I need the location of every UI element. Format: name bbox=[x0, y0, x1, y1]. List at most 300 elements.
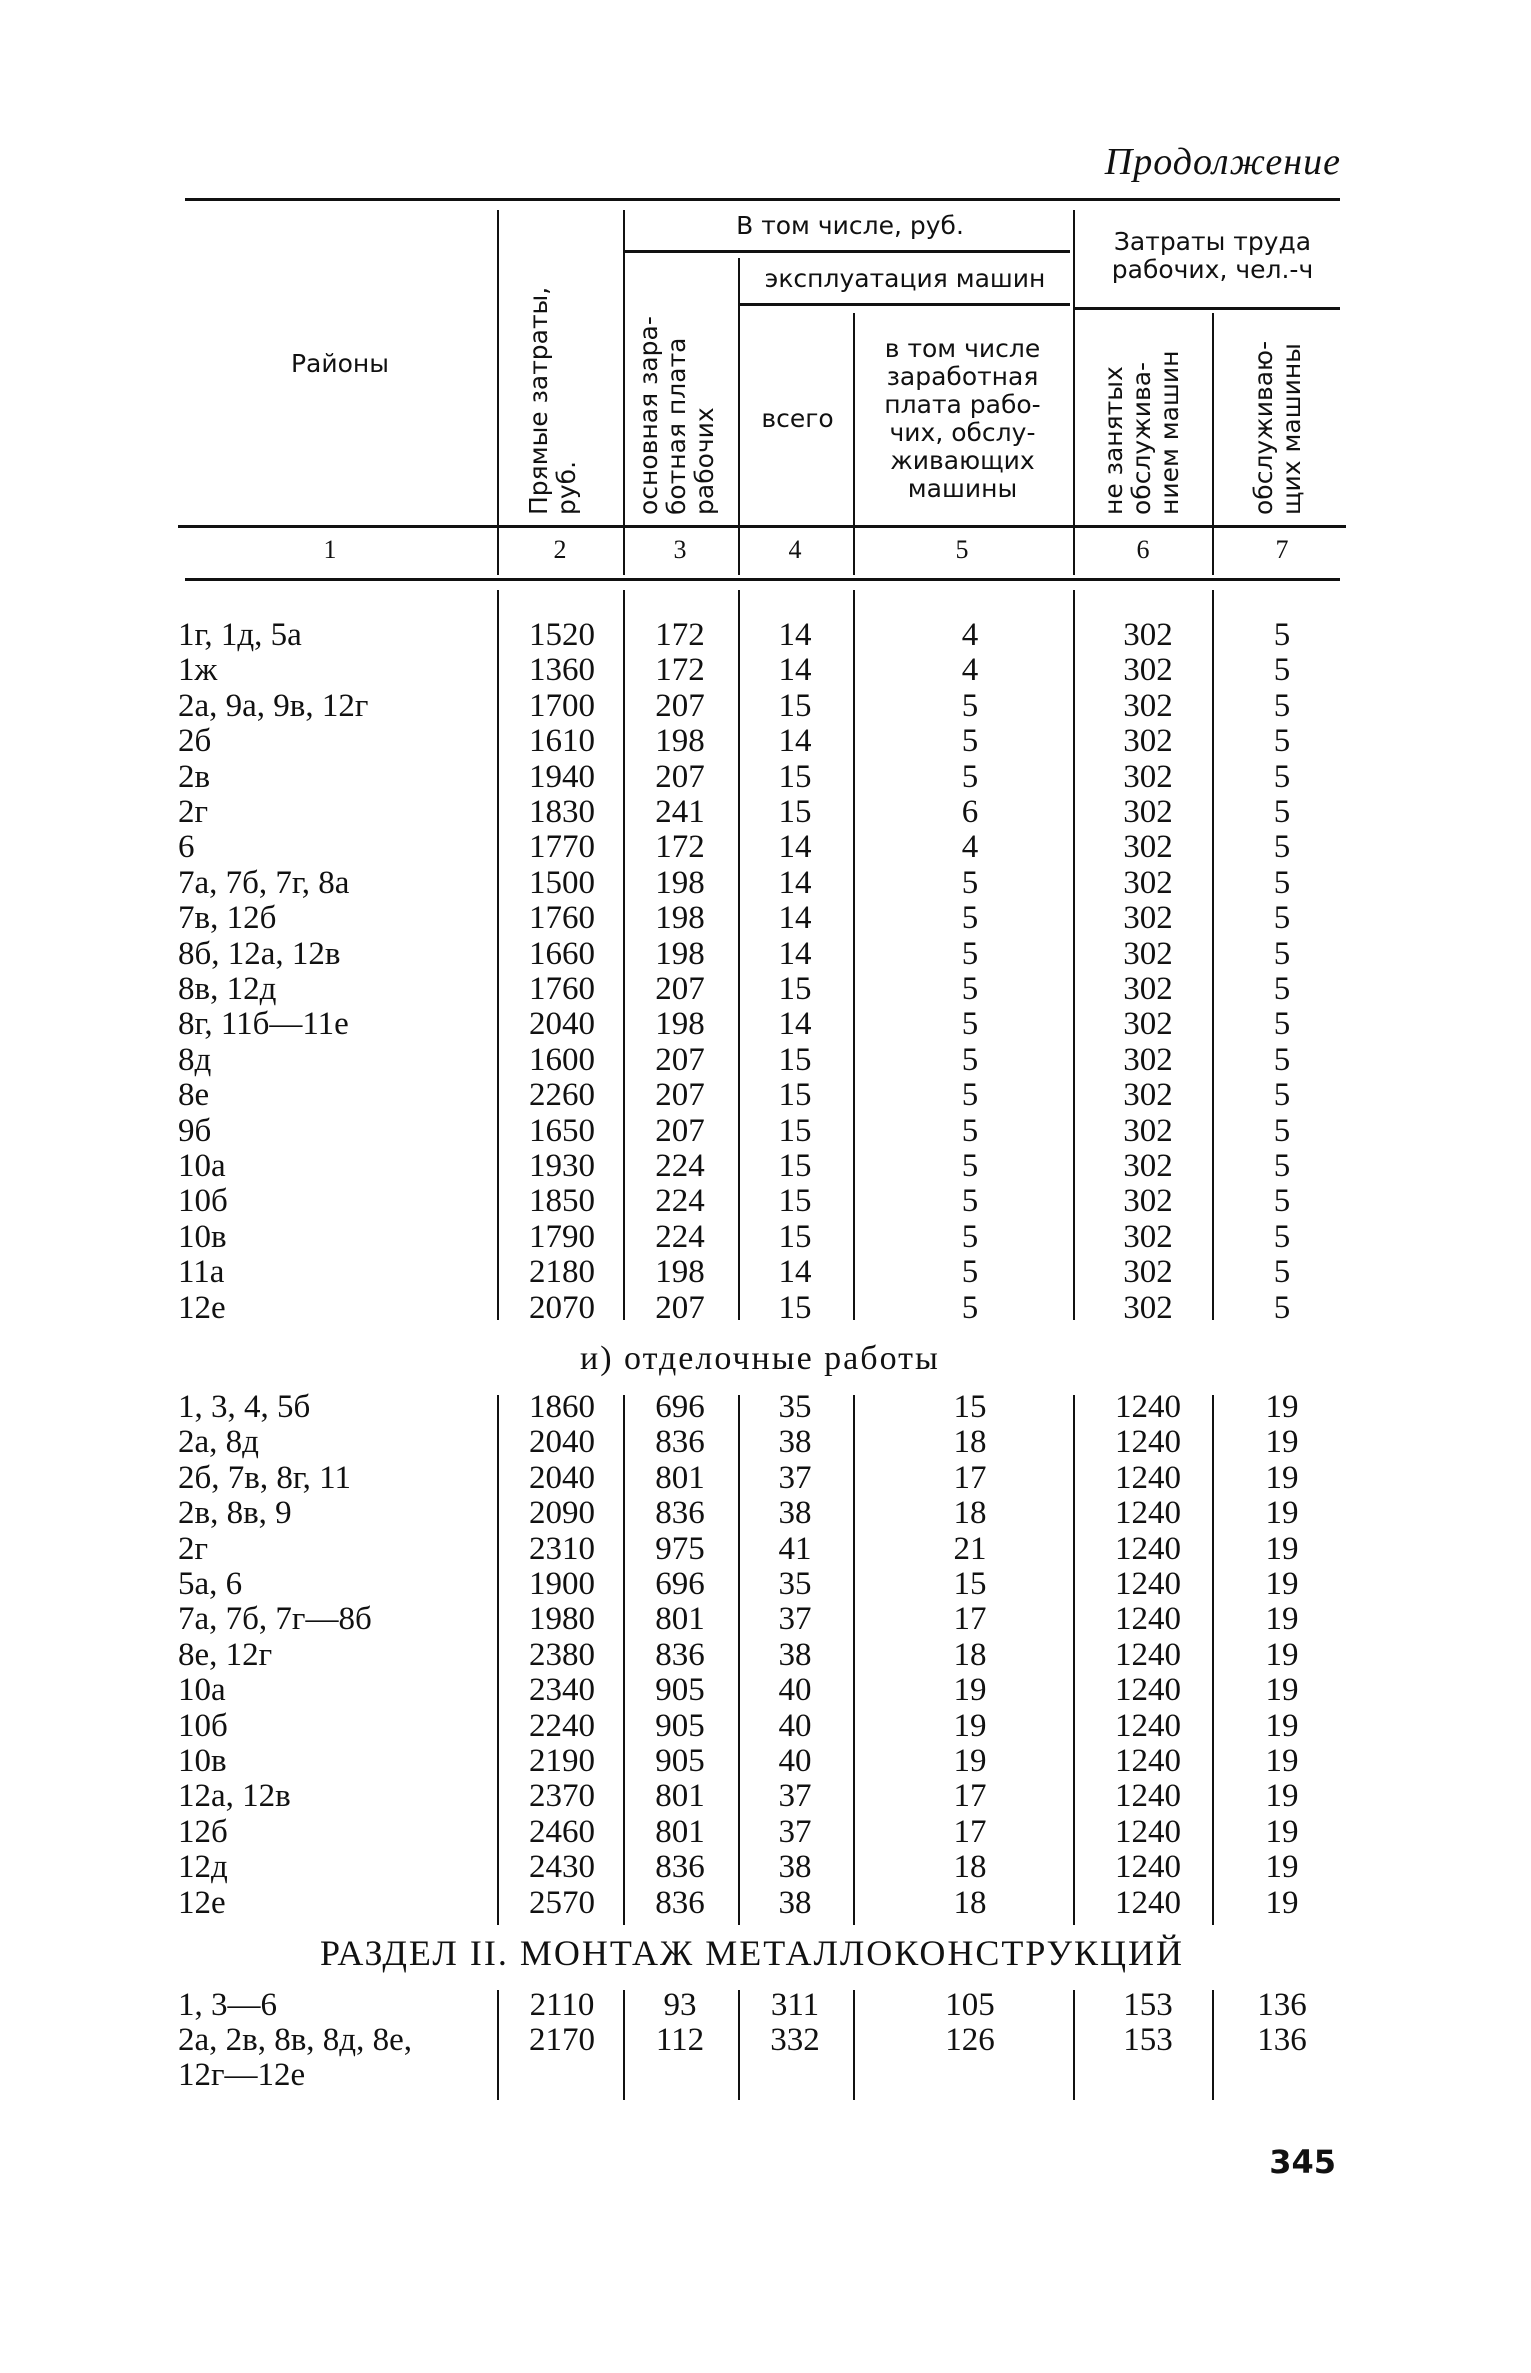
value-cell-6: 1240 bbox=[1115, 1707, 1181, 1744]
value-cell-6: 1240 bbox=[1115, 1495, 1181, 1532]
value-cell-6: 302 bbox=[1123, 1254, 1173, 1291]
value-cell-3: 172 bbox=[655, 652, 705, 689]
value-cell-4: 37 bbox=[778, 1778, 812, 1815]
region-cell: 2б bbox=[178, 723, 212, 760]
value-cell-3: 801 bbox=[655, 1601, 705, 1638]
table-row bbox=[0, 1744, 1531, 1779]
value-cell-6: 1240 bbox=[1115, 1636, 1181, 1673]
value-cell-3: 112 bbox=[655, 2022, 705, 2058]
col-number-1: 1 bbox=[323, 535, 337, 564]
value-cell-7: 19 bbox=[1265, 1495, 1299, 1532]
value-cell-2: 1600 bbox=[529, 1041, 595, 1078]
value-cell-5: 5 bbox=[961, 1254, 979, 1291]
value-cell-3: 905 bbox=[655, 1672, 705, 1709]
value-cell-7: 5 bbox=[1273, 864, 1291, 901]
value-cell-5: 18 bbox=[953, 1849, 987, 1886]
value-cell-7: 19 bbox=[1265, 1813, 1299, 1850]
value-cell-2: 2460 bbox=[529, 1813, 595, 1850]
value-cell-2: 1830 bbox=[529, 794, 595, 830]
region-cell: 8г, 11б—11е bbox=[178, 1006, 349, 1043]
table-row bbox=[0, 653, 1531, 688]
value-cell-5: 4 bbox=[961, 617, 979, 653]
table-row bbox=[0, 1638, 1531, 1673]
vline-4 bbox=[853, 313, 855, 575]
table-row bbox=[0, 866, 1531, 901]
value-cell-5: 5 bbox=[961, 687, 979, 724]
value-cell-6: 1240 bbox=[1115, 1813, 1181, 1850]
value-cell-2: 1650 bbox=[529, 1112, 595, 1149]
value-cell-4: 37 bbox=[778, 1459, 812, 1496]
value-cell-2: 1360 bbox=[529, 652, 595, 689]
value-cell-7: 19 bbox=[1265, 1389, 1299, 1425]
value-cell-3: 801 bbox=[655, 1813, 705, 1850]
table-row bbox=[0, 1815, 1531, 1850]
value-cell-5: 5 bbox=[961, 1218, 979, 1255]
value-cell-5: 4 bbox=[961, 829, 979, 866]
table-row bbox=[0, 1220, 1531, 1255]
region-cell: 10в bbox=[178, 1743, 227, 1779]
region-cell: 7а, 7б, 7г—8б bbox=[178, 1601, 372, 1638]
value-cell-7: 19 bbox=[1265, 1566, 1299, 1602]
value-cell-4: 37 bbox=[778, 1601, 812, 1638]
value-cell-5: 5 bbox=[961, 723, 979, 760]
region-cell: 2а, 2в, 8в, 8д, 8е, bbox=[178, 2022, 412, 2058]
header-incl-rub: В том числе, руб. bbox=[736, 211, 964, 240]
table-row bbox=[0, 689, 1531, 724]
header-top-rule bbox=[185, 198, 1340, 201]
region-cell: 8е, 12г bbox=[178, 1636, 273, 1673]
value-cell-5: 18 bbox=[953, 1636, 987, 1673]
value-cell-7: 19 bbox=[1265, 1530, 1299, 1567]
value-cell-3: 172 bbox=[655, 617, 705, 653]
value-cell-4: 14 bbox=[778, 1006, 812, 1043]
value-cell-6: 302 bbox=[1123, 1148, 1173, 1184]
value-cell-3: 207 bbox=[655, 687, 705, 724]
col-number-2: 2 bbox=[553, 535, 567, 564]
table-row bbox=[0, 1496, 1531, 1531]
value-cell-6: 1240 bbox=[1115, 1884, 1181, 1921]
value-cell-6: 1240 bbox=[1115, 1778, 1181, 1815]
value-cell-4: 14 bbox=[778, 1254, 812, 1291]
value-cell-7: 5 bbox=[1273, 1041, 1291, 1078]
value-cell-4: 35 bbox=[778, 1389, 812, 1425]
region-cell: 11а bbox=[178, 1254, 225, 1291]
value-cell-2: 1500 bbox=[529, 864, 595, 901]
value-cell-4: 38 bbox=[778, 1849, 812, 1886]
table-row bbox=[0, 1709, 1531, 1744]
value-cell-5: 5 bbox=[961, 1006, 979, 1043]
value-cell-6: 302 bbox=[1123, 1112, 1173, 1149]
value-cell-4: 40 bbox=[778, 1743, 812, 1779]
value-cell-7: 19 bbox=[1265, 1424, 1299, 1461]
value-cell-4: 15 bbox=[778, 1148, 812, 1184]
value-cell-2: 2430 bbox=[529, 1849, 595, 1886]
value-cell-2: 1930 bbox=[529, 1148, 595, 1184]
region-cell: 2б, 7в, 8г, 11 bbox=[178, 1459, 351, 1496]
header-servicing: обслуживаю-щих машины bbox=[1249, 340, 1306, 515]
value-cell-6: 1240 bbox=[1115, 1459, 1181, 1496]
value-cell-2: 1520 bbox=[529, 617, 595, 653]
value-cell-6: 1240 bbox=[1115, 1672, 1181, 1709]
value-cell-6: 302 bbox=[1123, 864, 1173, 901]
value-cell-2: 2190 bbox=[529, 1743, 595, 1779]
value-cell-7: 5 bbox=[1273, 1254, 1291, 1291]
value-cell-2: 1760 bbox=[529, 971, 595, 1007]
value-cell-7: 19 bbox=[1265, 1743, 1299, 1779]
table-row bbox=[0, 1149, 1531, 1184]
table-row bbox=[0, 1255, 1531, 1290]
value-cell-7: 5 bbox=[1273, 935, 1291, 972]
value-cell-4: 14 bbox=[778, 723, 812, 760]
table-row bbox=[0, 1988, 1531, 2023]
value-cell-7: 5 bbox=[1273, 687, 1291, 724]
region-cell: 12е bbox=[178, 1884, 226, 1921]
region-cell: 10в bbox=[178, 1218, 227, 1255]
value-cell-6: 153 bbox=[1123, 2022, 1173, 2058]
incl-rule bbox=[625, 250, 1070, 253]
value-cell-2: 2340 bbox=[529, 1672, 595, 1709]
value-cell-4: 14 bbox=[778, 617, 812, 653]
value-cell-2: 1850 bbox=[529, 1183, 595, 1220]
value-cell-4: 14 bbox=[778, 864, 812, 901]
value-cell-5: 5 bbox=[961, 1183, 979, 1220]
table-row bbox=[0, 1184, 1531, 1219]
region-cell: 1ж bbox=[178, 652, 218, 689]
value-cell-2: 1770 bbox=[529, 829, 595, 866]
header-regions: Районы bbox=[290, 349, 390, 378]
value-cell-7: 5 bbox=[1273, 971, 1291, 1007]
value-cell-3: 224 bbox=[655, 1183, 705, 1220]
region-cell: 1, 3—6 bbox=[178, 1987, 277, 2023]
value-cell-2: 2110 bbox=[529, 1987, 595, 2023]
region-cell: 2а, 9а, 9в, 12г bbox=[178, 687, 369, 724]
value-cell-4: 332 bbox=[770, 2022, 820, 2058]
value-cell-3: 207 bbox=[655, 1112, 705, 1149]
value-cell-4: 35 bbox=[778, 1566, 812, 1602]
region-cell: 12б bbox=[178, 1813, 228, 1850]
value-cell-7: 5 bbox=[1273, 794, 1291, 830]
region-cell: 12д bbox=[178, 1849, 228, 1886]
value-cell-5: 5 bbox=[961, 1077, 979, 1114]
value-cell-3: 836 bbox=[655, 1849, 705, 1886]
value-cell-7: 19 bbox=[1265, 1459, 1299, 1496]
value-cell-6: 302 bbox=[1123, 1218, 1173, 1255]
value-cell-3: 198 bbox=[655, 1254, 705, 1291]
table-row bbox=[0, 1078, 1531, 1113]
value-cell-7: 5 bbox=[1273, 1183, 1291, 1220]
value-cell-7: 19 bbox=[1265, 1849, 1299, 1886]
value-cell-3: 207 bbox=[655, 1041, 705, 1078]
value-cell-6: 153 bbox=[1123, 1987, 1173, 2023]
value-cell-2: 2070 bbox=[529, 1289, 595, 1326]
col-number-6: 6 bbox=[1136, 535, 1150, 564]
value-cell-6: 302 bbox=[1123, 1077, 1173, 1114]
value-cell-5: 5 bbox=[961, 935, 979, 972]
value-cell-4: 14 bbox=[778, 829, 812, 866]
value-cell-5: 19 bbox=[953, 1672, 987, 1709]
region-cell: 10а bbox=[178, 1148, 226, 1184]
table-row bbox=[0, 1291, 1531, 1326]
value-cell-2: 2240 bbox=[529, 1707, 595, 1744]
col-number-5: 5 bbox=[955, 535, 969, 564]
value-cell-3: 198 bbox=[655, 935, 705, 972]
value-cell-6: 302 bbox=[1123, 652, 1173, 689]
value-cell-5: 17 bbox=[953, 1778, 987, 1815]
header-total: всего bbox=[761, 404, 834, 433]
machines-rule bbox=[740, 303, 1070, 306]
value-cell-3: 836 bbox=[655, 1884, 705, 1921]
value-cell-2: 1860 bbox=[529, 1389, 595, 1425]
value-cell-6: 302 bbox=[1123, 794, 1173, 830]
table-row bbox=[0, 2023, 1531, 2058]
value-cell-5: 5 bbox=[961, 1148, 979, 1184]
value-cell-2: 1940 bbox=[529, 758, 595, 795]
value-cell-3: 801 bbox=[655, 1459, 705, 1496]
value-cell-5: 105 bbox=[945, 1987, 995, 2023]
value-cell-4: 38 bbox=[778, 1424, 812, 1461]
value-cell-7: 19 bbox=[1265, 1672, 1299, 1709]
value-cell-6: 302 bbox=[1123, 935, 1173, 972]
value-cell-7: 5 bbox=[1273, 758, 1291, 795]
value-cell-5: 17 bbox=[953, 1459, 987, 1496]
value-cell-5: 5 bbox=[961, 864, 979, 901]
value-cell-6: 1240 bbox=[1115, 1389, 1181, 1425]
value-cell-3: 801 bbox=[655, 1778, 705, 1815]
table-row bbox=[0, 760, 1531, 795]
value-cell-2: 1660 bbox=[529, 935, 595, 972]
value-cell-3: 696 bbox=[655, 1566, 705, 1602]
table-row bbox=[0, 618, 1531, 653]
value-cell-4: 38 bbox=[778, 1495, 812, 1532]
page-heading: Продолжение bbox=[1104, 141, 1341, 183]
region-cell: 5а, 6 bbox=[178, 1566, 243, 1602]
region-cell: 8е bbox=[178, 1077, 210, 1114]
value-cell-7: 5 bbox=[1273, 900, 1291, 937]
col-number-4: 4 bbox=[788, 535, 802, 564]
value-cell-6: 302 bbox=[1123, 758, 1173, 795]
region-cell: 12г—12е bbox=[178, 2057, 306, 2093]
value-cell-5: 17 bbox=[953, 1601, 987, 1638]
region-cell: 1г, 1д, 5а bbox=[178, 617, 302, 653]
value-cell-7: 5 bbox=[1273, 1006, 1291, 1043]
vline-5 bbox=[1073, 210, 1075, 575]
vline-3 bbox=[738, 258, 740, 575]
table-row bbox=[0, 1886, 1531, 1921]
value-cell-3: 905 bbox=[655, 1743, 705, 1779]
value-cell-2: 2040 bbox=[529, 1424, 595, 1461]
col-number-7: 7 bbox=[1275, 535, 1289, 564]
value-cell-2: 2380 bbox=[529, 1636, 595, 1673]
header-machines: эксплуатация машин bbox=[764, 264, 1046, 293]
value-cell-4: 15 bbox=[778, 794, 812, 830]
value-cell-2: 1760 bbox=[529, 900, 595, 937]
table-row bbox=[0, 1673, 1531, 1708]
value-cell-5: 6 bbox=[961, 794, 979, 830]
value-cell-4: 14 bbox=[778, 652, 812, 689]
value-cell-7: 136 bbox=[1257, 2022, 1307, 2058]
table-row bbox=[0, 1602, 1531, 1637]
value-cell-2: 2310 bbox=[529, 1530, 595, 1567]
value-cell-7: 5 bbox=[1273, 829, 1291, 866]
value-cell-5: 15 bbox=[953, 1566, 987, 1602]
value-cell-4: 14 bbox=[778, 900, 812, 937]
value-cell-6: 302 bbox=[1123, 1183, 1173, 1220]
value-cell-2: 1980 bbox=[529, 1601, 595, 1638]
region-cell: 6 bbox=[178, 829, 195, 866]
value-cell-3: 836 bbox=[655, 1636, 705, 1673]
value-cell-3: 207 bbox=[655, 758, 705, 795]
value-cell-6: 1240 bbox=[1115, 1849, 1181, 1886]
table-row bbox=[0, 1850, 1531, 1885]
table-row bbox=[0, 1567, 1531, 1602]
region-cell: 7а, 7б, 7г, 8а bbox=[178, 864, 350, 901]
value-cell-2: 2260 bbox=[529, 1077, 595, 1114]
value-cell-2: 2170 bbox=[529, 2022, 595, 2058]
region-cell: 10б bbox=[178, 1183, 228, 1220]
value-cell-6: 302 bbox=[1123, 617, 1173, 653]
table-row bbox=[0, 2058, 1531, 2093]
value-cell-3: 198 bbox=[655, 864, 705, 901]
value-cell-7: 5 bbox=[1273, 1289, 1291, 1326]
value-cell-4: 38 bbox=[778, 1636, 812, 1673]
value-cell-4: 41 bbox=[778, 1530, 812, 1567]
table-row bbox=[0, 795, 1531, 830]
value-cell-2: 2370 bbox=[529, 1778, 595, 1815]
value-cell-2: 1700 bbox=[529, 687, 595, 724]
table-row bbox=[0, 1043, 1531, 1078]
value-cell-5: 5 bbox=[961, 900, 979, 937]
value-cell-6: 302 bbox=[1123, 829, 1173, 866]
value-cell-5: 126 bbox=[945, 2022, 995, 2058]
value-cell-3: 198 bbox=[655, 723, 705, 760]
value-cell-4: 15 bbox=[778, 687, 812, 724]
vline-6 bbox=[1212, 313, 1214, 575]
value-cell-2: 2180 bbox=[529, 1254, 595, 1291]
value-cell-7: 19 bbox=[1265, 1601, 1299, 1638]
value-cell-4: 15 bbox=[778, 1218, 812, 1255]
header-not-servicing: не занятых обслужива-нием машин bbox=[1099, 350, 1184, 515]
value-cell-2: 1610 bbox=[529, 723, 595, 760]
value-cell-3: 836 bbox=[655, 1495, 705, 1532]
value-cell-3: 224 bbox=[655, 1148, 705, 1184]
table-row bbox=[0, 1390, 1531, 1425]
value-cell-7: 5 bbox=[1273, 1148, 1291, 1184]
value-cell-6: 302 bbox=[1123, 971, 1173, 1007]
value-cell-5: 5 bbox=[961, 758, 979, 795]
value-cell-5: 5 bbox=[961, 1289, 979, 1326]
vline-1 bbox=[497, 210, 499, 575]
value-cell-7: 19 bbox=[1265, 1778, 1299, 1815]
value-cell-3: 975 bbox=[655, 1530, 705, 1567]
table-row bbox=[0, 1461, 1531, 1496]
value-cell-4: 311 bbox=[770, 1987, 820, 2023]
header-machine-wage: в том числе заработная плата рабо-чих, обслу-живающих машины bbox=[884, 334, 1041, 503]
value-cell-7: 5 bbox=[1273, 723, 1291, 760]
region-cell: 2г bbox=[178, 794, 209, 830]
value-cell-5: 21 bbox=[953, 1530, 987, 1567]
region-cell: 8д bbox=[178, 1041, 212, 1078]
value-cell-3: 207 bbox=[655, 1077, 705, 1114]
value-cell-6: 1240 bbox=[1115, 1424, 1181, 1461]
value-cell-4: 15 bbox=[778, 1289, 812, 1326]
value-cell-7: 5 bbox=[1273, 1077, 1291, 1114]
value-cell-5: 18 bbox=[953, 1884, 987, 1921]
col-number-3: 3 bbox=[673, 535, 687, 564]
region-cell: 10б bbox=[178, 1707, 228, 1744]
header-direct-costs: Прямые затраты, руб. bbox=[524, 286, 581, 515]
value-cell-2: 1790 bbox=[529, 1218, 595, 1255]
region-cell: 8в, 12д bbox=[178, 971, 277, 1007]
value-cell-3: 207 bbox=[655, 1289, 705, 1326]
region-cell: 12а, 12в bbox=[178, 1778, 291, 1815]
value-cell-6: 302 bbox=[1123, 1289, 1173, 1326]
value-cell-3: 198 bbox=[655, 1006, 705, 1043]
value-cell-3: 241 bbox=[655, 794, 705, 830]
value-cell-7: 5 bbox=[1273, 617, 1291, 653]
value-cell-4: 15 bbox=[778, 971, 812, 1007]
subsection-title: и) отделочные работы bbox=[580, 1340, 940, 1377]
region-cell: 12е bbox=[178, 1289, 226, 1326]
region-cell: 10а bbox=[178, 1672, 226, 1709]
value-cell-7: 5 bbox=[1273, 1218, 1291, 1255]
value-cell-6: 302 bbox=[1123, 687, 1173, 724]
table-row bbox=[0, 724, 1531, 759]
value-cell-4: 37 bbox=[778, 1813, 812, 1850]
table-row bbox=[0, 901, 1531, 936]
header-base-wage: основная зара-ботная плата рабочих bbox=[634, 316, 719, 515]
value-cell-3: 224 bbox=[655, 1218, 705, 1255]
value-cell-7: 136 bbox=[1257, 1987, 1307, 2023]
region-cell: 1, 3, 4, 5б bbox=[178, 1389, 311, 1425]
value-cell-7: 5 bbox=[1273, 1112, 1291, 1149]
region-cell: 2в, 8в, 9 bbox=[178, 1495, 292, 1532]
value-cell-3: 93 bbox=[663, 1987, 697, 2023]
value-cell-5: 17 bbox=[953, 1813, 987, 1850]
table-row bbox=[0, 1532, 1531, 1567]
numbers-bottom-rule bbox=[185, 578, 1340, 581]
value-cell-3: 696 bbox=[655, 1389, 705, 1425]
value-cell-5: 18 bbox=[953, 1424, 987, 1461]
table-row bbox=[0, 1007, 1531, 1042]
table-row bbox=[0, 972, 1531, 1007]
value-cell-3: 198 bbox=[655, 900, 705, 937]
value-cell-6: 1240 bbox=[1115, 1530, 1181, 1567]
value-cell-2: 1900 bbox=[529, 1566, 595, 1602]
region-cell: 9б bbox=[178, 1112, 212, 1149]
value-cell-6: 302 bbox=[1123, 1006, 1173, 1043]
value-cell-4: 40 bbox=[778, 1672, 812, 1709]
table-row bbox=[0, 937, 1531, 972]
value-cell-4: 38 bbox=[778, 1884, 812, 1921]
value-cell-6: 302 bbox=[1123, 900, 1173, 937]
value-cell-5: 15 bbox=[953, 1389, 987, 1425]
region-cell: 8б, 12а, 12в bbox=[178, 935, 341, 972]
value-cell-6: 302 bbox=[1123, 723, 1173, 760]
region-cell: 7в, 12б bbox=[178, 900, 277, 937]
value-cell-6: 1240 bbox=[1115, 1566, 1181, 1602]
value-cell-2: 2040 bbox=[529, 1459, 595, 1496]
region-cell: 2а, 8д bbox=[178, 1424, 259, 1461]
value-cell-5: 4 bbox=[961, 652, 979, 689]
value-cell-4: 15 bbox=[778, 1041, 812, 1078]
region-cell: 2в bbox=[178, 758, 211, 795]
value-cell-5: 5 bbox=[961, 971, 979, 1007]
value-cell-4: 15 bbox=[778, 758, 812, 795]
value-cell-7: 19 bbox=[1265, 1884, 1299, 1921]
value-cell-5: 19 bbox=[953, 1707, 987, 1744]
header-bottom-rule bbox=[178, 525, 1346, 528]
value-cell-6: 1240 bbox=[1115, 1743, 1181, 1779]
